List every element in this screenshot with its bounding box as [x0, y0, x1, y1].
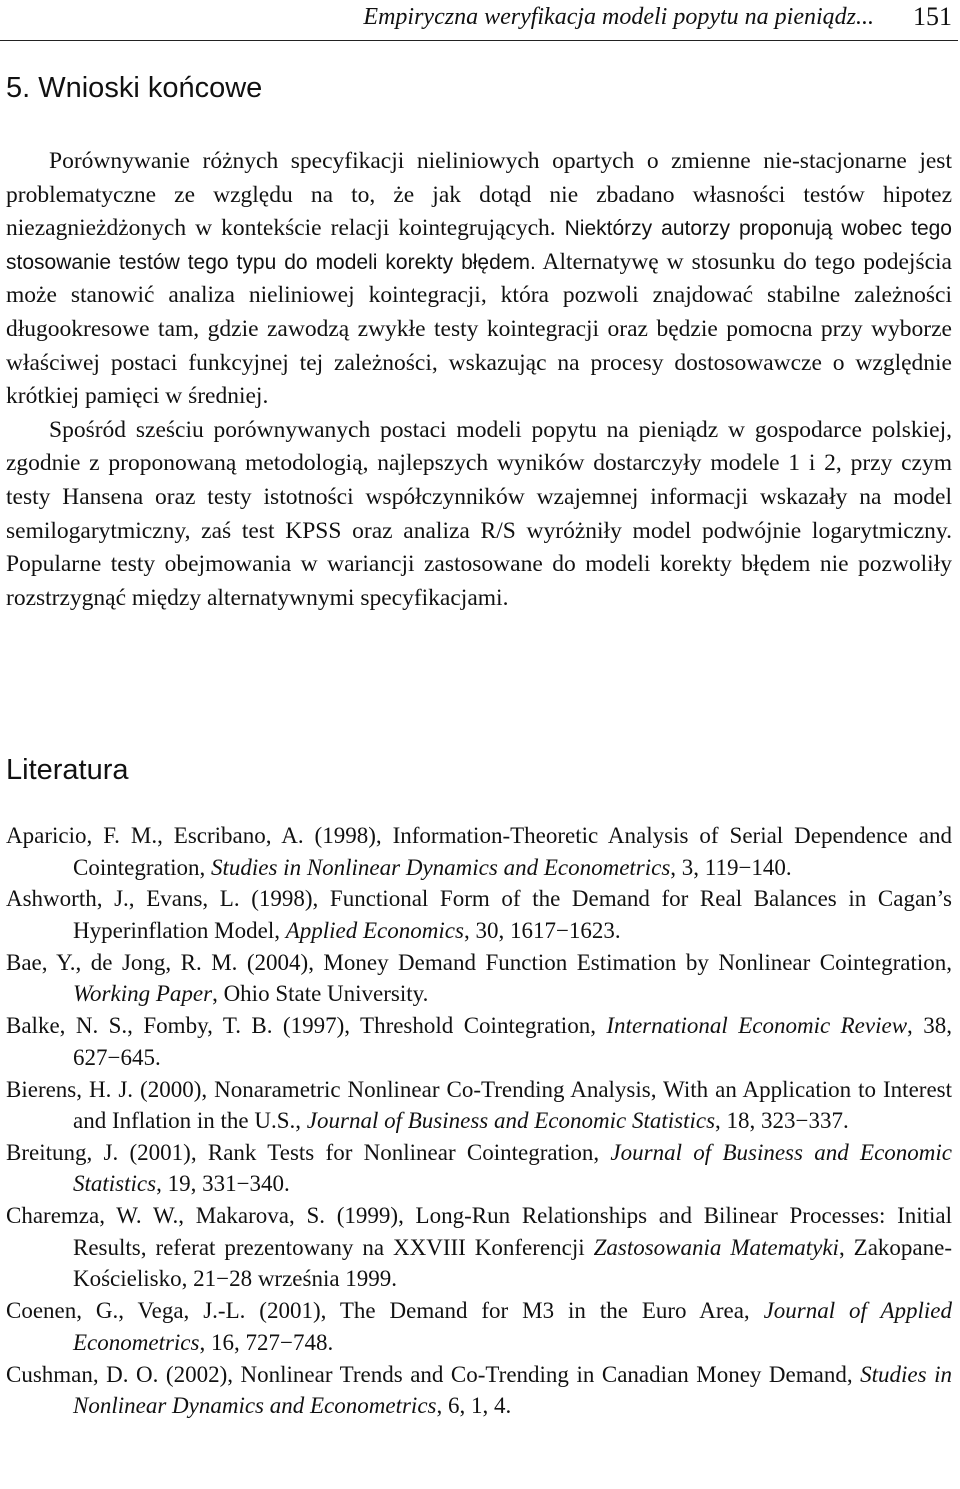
reference-venue: Zastosowania Matematyki — [593, 1234, 839, 1260]
paragraph-2: Spośród sześciu porównywanych postaci modeli popytu na pieniądz w gospodarce polskiej, zgodnie z proponowaną metodologią, najlepszych wyników dostarczyły modele 1 i 2, przy czym testy Hansena oraz testy istotności współczynników wzajemnej informacji wskazały na model semilogarytmiczny, zaś test KPSS oraz analiza R/S wyróżniły model podwójnie logarytmiczny. Popularne testy obejmowania w wariancji zastosowane do modeli korekty błędem nie pozwoliły rozstrzygnąć między alternatywnymi specyfikacjami. — [6, 416, 952, 611]
paragraph-1-part-b: Niektórzy autorzy proponują wobec tego stosowanie testów tego typu do modeli korekty błędem. — [6, 217, 952, 274]
reference-text: Breitung, J. (2001), Rank Tests for Nonlinear Cointegration, — [6, 1139, 611, 1165]
running-header-title: Empiryczna weryfikacja modeli popytu na pieniądz... — [363, 4, 874, 30]
reference-item — [6, 820, 952, 883]
reference-venue: Journal of Applied Econometrics — [73, 1298, 952, 1355]
paragraph-1 — [6, 145, 952, 414]
reference-text: Cushman, D. O. (2002), Nonlinear Trends and Co-Trending in Canadian Money Demand, — [6, 1361, 861, 1387]
reference-text: Aparicio, F. M., Escribano, A. (1998), Information-Theoretic Analysis of Serial Dependence and Cointegration, — [6, 823, 952, 880]
reference-details: , Ohio State University. — [212, 981, 429, 1007]
reference-item — [6, 1295, 952, 1358]
reference-details: , 18, 323−337. — [715, 1108, 849, 1134]
reference-details: , 16, 727−748. — [199, 1329, 334, 1355]
reference-text: Coenen, G., Vega, J.-L. (2001), The Demand for M3 in the Euro Area, — [6, 1298, 764, 1324]
reference-details: , 19, 331−340. — [156, 1171, 290, 1197]
reference-text: Ashworth, J., Evans, L. (1998), Functional Form of the Demand for Real Balances in Cagan’s Hyperinflation Model, — [6, 886, 952, 943]
reference-text: Bierens, H. J. (2000), Nonarametric Nonlinear Co-Trending Analysis, With an Application to Interest and Inflation in the U.S., — [6, 1076, 952, 1134]
reference-details: , Zakopane-Kościelisko, 21−28 września 1999. — [73, 1234, 952, 1292]
reference-item — [6, 883, 952, 946]
reference-venue: Applied Economics — [285, 917, 464, 943]
reference-venue: International Economic Review — [606, 1013, 908, 1039]
reference-list — [6, 820, 952, 1422]
running-header — [0, 0, 960, 40]
reference-item — [6, 1074, 952, 1137]
reference-details: , 38, 627−645. — [73, 1013, 952, 1070]
reference-text: Charemza, W. W., Makarova, S. (1999), Long-Run Relationships and Bilinear Processes: Initial Results, referat prezentowany na XXVIII Konferencji — [6, 1203, 952, 1260]
section-title: 5. Wnioski końcowe — [6, 72, 263, 104]
literature-title: Literatura — [6, 754, 129, 786]
reference-text: Balke, N. S., Fomby, T. B. (1997), Threshold Cointegration, — [6, 1013, 607, 1039]
reference-details: , 30, 1617−1623. — [463, 917, 621, 943]
reference-item — [6, 947, 952, 1010]
reference-item — [6, 1137, 952, 1200]
reference-venue: Studies in Nonlinear Dynamics and Econometrics — [210, 854, 671, 880]
header-rule — [0, 40, 958, 41]
reference-item — [6, 1200, 952, 1295]
reference-details: , 3, 119−140. — [670, 854, 792, 880]
page-number: 151 — [913, 2, 952, 31]
reference-item — [6, 1359, 952, 1422]
reference-text: Bae, Y., de Jong, R. M. (2004), Money Demand Function Estimation by Nonlinear Cointegration, — [6, 949, 952, 975]
reference-venue: Working Paper — [73, 981, 213, 1007]
reference-details: , 6, 1, 4. — [436, 1393, 512, 1419]
reference-item — [6, 1010, 952, 1073]
paragraph-1-part-a: Porównywanie różnych specyfikacji nieliniowych opartych o zmienne nie-stacjonarne jest problematyczne ze względu na to, że jak dotąd nie zbadano własności testów hipotez niezagnieżdżonych w kontekście relacji kointegrujących. — [6, 148, 952, 242]
reference-venue: Journal of Business and Economic Statistics — [73, 1139, 952, 1197]
reference-venue: Journal of Business and Economic Statistics — [306, 1108, 716, 1134]
reference-venue: Studies in Nonlinear Dynamics and Econometrics — [73, 1361, 952, 1419]
section-body — [6, 145, 952, 615]
paragraph-1-part-c: Alternatywę w stosunku do tego podejścia może stanowić analiza nieliniowej kointegracji, która pozwoli znajdować stabilne zależności długookresowe tam, gdzie zawodzą zwykłe testy kointegracji oraz będzie pomocna przy wyborze właściwej postaci funkcyjnej tej zależności, wskazując na procesy dostosowawcze o względnie krótkiej pamięci w średniej. — [6, 248, 952, 410]
